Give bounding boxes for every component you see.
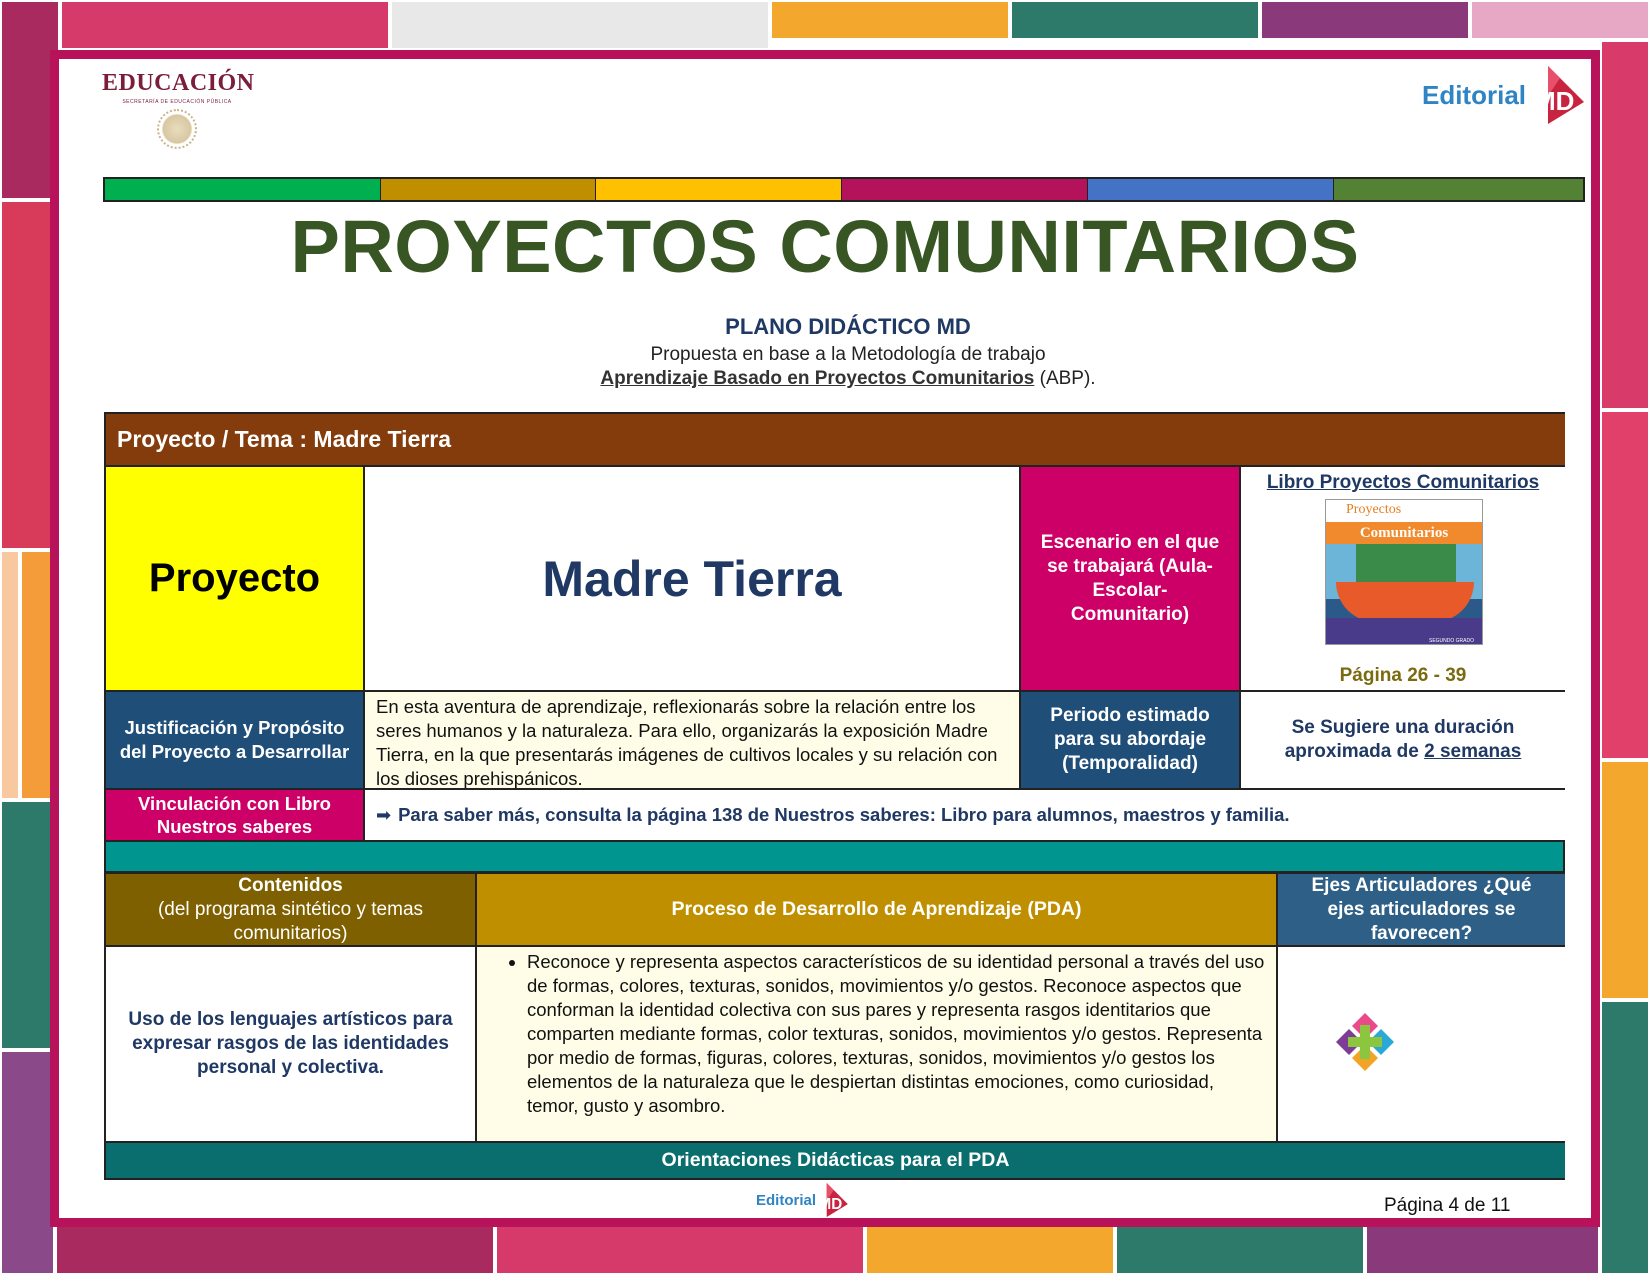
pda-header bbox=[477, 874, 1278, 947]
sep-logo-subtext: SECRETARÍA DE EDUCACIÓN PÚBLICA bbox=[122, 99, 232, 105]
justificacion-text-cell bbox=[365, 692, 1021, 790]
ejes-header-text: Ejes Articuladores ¿Qué ejes articuladores se favorecen? bbox=[1311, 874, 1532, 944]
sep-logo-word: EDUCACIÓN bbox=[102, 70, 255, 96]
duracion-text bbox=[1261, 716, 1545, 764]
pda-table bbox=[104, 872, 1565, 1180]
color-stripe bbox=[381, 179, 596, 200]
mosaic-tile bbox=[1010, 0, 1260, 40]
duracion-value: 2 semanas bbox=[1424, 741, 1522, 762]
mosaic-tile bbox=[55, 1225, 495, 1275]
ejes-cell bbox=[1278, 947, 1565, 1143]
proyecto-name-cell bbox=[365, 467, 1021, 692]
project-header-text: Proyecto / Tema : Madre Tierra bbox=[117, 426, 452, 452]
pda-cell bbox=[477, 947, 1278, 1143]
color-stripe bbox=[1088, 179, 1334, 200]
escenario-cell bbox=[1021, 467, 1241, 692]
subtitle-methodology bbox=[0, 368, 1650, 390]
editorial-logo-text: Editorial bbox=[1421, 79, 1526, 110]
mosaic-tile bbox=[865, 1225, 1115, 1275]
subtitle-heading: PLANO DIDÁCTICO MD bbox=[725, 314, 971, 339]
contenido-cell bbox=[106, 947, 477, 1143]
subtitle-line: Propuesta en base a la Metodología de trabajo bbox=[650, 344, 1046, 365]
color-stripe bbox=[842, 179, 1088, 200]
mosaic-tile bbox=[1115, 1225, 1365, 1275]
svg-text:MD: MD bbox=[818, 1195, 843, 1213]
footer-logo-text: Editorial bbox=[756, 1191, 817, 1209]
mosaic-tile bbox=[1260, 0, 1470, 40]
mosaic-tile bbox=[1365, 1225, 1600, 1275]
teal-divider bbox=[104, 842, 1565, 873]
mosaic-tile bbox=[0, 1050, 55, 1275]
orientaciones-row bbox=[106, 1143, 1565, 1178]
mosaic-tile bbox=[60, 0, 390, 50]
pda-list-item: • Reconoce y representa aspectos característicos de su identidad personal a través del uso de formas, colores, texturas, sonidos, movimientos y/o gestos. Reconoce aspectos que conforman la identidad colectiva con sus pares y representa rasgos identitarios que comparten mediante formas, color texturas, sonidos, movimientos y/o gestos. Representa por medio de formas, figuras, colores, texturas, sonidos, movimientos y/o gestos los elementos de la naturaleza que le despiertan distintas emociones, como curiosidad, temor, gusto y asombro. bbox=[527, 950, 1266, 1118]
contenido-text: Uso de los lenguajes artísticos para expresar rasgos de las identidades personal y colectiva. bbox=[128, 1009, 453, 1078]
subtitle-block bbox=[0, 314, 1650, 390]
page-number: Página 4 de 11 bbox=[1384, 1195, 1511, 1216]
pda-list bbox=[477, 950, 1266, 1118]
mosaic-tile bbox=[1600, 1000, 1650, 1275]
mosaic-tile bbox=[1600, 760, 1650, 1000]
footer-editorial-logo bbox=[756, 1183, 848, 1217]
vinculacion-text-cell bbox=[365, 790, 1565, 840]
contenidos-header bbox=[106, 874, 477, 947]
justificacion-text: En esta aventura de aprendizaje, reflexionarás sobre la relación entre los seres humanos y la naturaleza. Para ello, organizarás la exposición Madre Tierra, en la que presentarás imágenes de cultivos locales y su relación con los dioses prehispánicos. bbox=[376, 696, 998, 789]
periodo-label-cell bbox=[1021, 692, 1241, 790]
page-title: PROYECTOS COMUNITARIOS bbox=[290, 205, 1360, 288]
book-cover-title-1: Proyectos bbox=[1346, 502, 1402, 517]
mosaic-tile bbox=[495, 1225, 865, 1275]
proyecto-label-cell bbox=[106, 467, 365, 692]
ejes-articuladores-icon bbox=[1334, 1011, 1396, 1073]
color-stripe-bar bbox=[103, 177, 1585, 202]
arrow-right-icon: ➡ bbox=[376, 804, 392, 826]
book-cover-image bbox=[1325, 499, 1483, 645]
escenario-label: Escenario en el que se trabajará (Aula-Escolar-Comunitario) bbox=[1040, 531, 1220, 625]
orientaciones-text: Orientaciones Didácticas para el PDA bbox=[661, 1149, 1010, 1171]
project-header bbox=[106, 414, 1565, 467]
book-cover-band bbox=[1326, 522, 1482, 544]
national-seal-icon bbox=[157, 109, 197, 149]
vinculacion-label-cell bbox=[106, 790, 365, 840]
libro-cell bbox=[1241, 467, 1565, 692]
ejes-header bbox=[1278, 874, 1565, 947]
pda-header-text: Proceso de Desarrollo de Aprendizaje (PDA) bbox=[671, 898, 1082, 920]
footer-md-logo-icon bbox=[816, 1183, 848, 1217]
book-cover-hands bbox=[1336, 582, 1474, 622]
svg-text:MD: MD bbox=[1534, 86, 1575, 116]
vinculacion-label: Vinculación con Libro Nuestros saberes bbox=[138, 793, 331, 837]
color-stripe bbox=[1334, 179, 1583, 200]
proyecto-name: Madre Tierra bbox=[542, 550, 842, 607]
color-stripe bbox=[105, 179, 381, 200]
mosaic-tile bbox=[0, 800, 55, 1050]
project-table bbox=[104, 412, 1565, 842]
contenidos-subtitle: (del programa sintético y temas comunitarios) bbox=[157, 898, 424, 944]
methodology-abbrev: (ABP). bbox=[1034, 368, 1096, 389]
sep-logo bbox=[102, 70, 255, 149]
color-stripe bbox=[596, 179, 842, 200]
book-cover-footer: SEGUNDO GRADO bbox=[1428, 638, 1474, 644]
vinculacion-text: Para saber más, consulta la página 138 de Nuestros saberes: Libro para alumnos, maestros y familia. bbox=[398, 804, 1290, 825]
libro-title[interactable]: Libro Proyectos Comunitarios bbox=[1266, 472, 1540, 493]
methodology-link: Aprendizaje Basado en Proyectos Comunitarios bbox=[600, 368, 1035, 389]
mosaic-tile bbox=[0, 550, 20, 800]
periodo-label: Periodo estimado para su abordaje (Temporalidad) bbox=[1050, 705, 1210, 774]
duracion-cell bbox=[1241, 692, 1565, 790]
md-logo-icon bbox=[1530, 66, 1584, 124]
justificacion-label: Justificación y Propósito del Proyecto a Desarrollar bbox=[119, 717, 350, 762]
mosaic-tile bbox=[1600, 410, 1650, 760]
mosaic-tile bbox=[770, 0, 1010, 40]
proyecto-label: Proyecto bbox=[148, 556, 321, 600]
contenidos-title: Contenidos bbox=[238, 874, 343, 896]
book-cover-title-2: Comunitarios bbox=[1359, 525, 1449, 541]
mosaic-tile bbox=[1470, 0, 1650, 40]
duracion-prefix: Se Sugiere una duración aproximada de bbox=[1284, 717, 1515, 762]
editorial-md-logo bbox=[1422, 66, 1584, 124]
libro-pages: Página 26 - 39 bbox=[1339, 665, 1467, 686]
mosaic-tile bbox=[390, 0, 770, 50]
justificacion-label-cell bbox=[106, 692, 365, 790]
